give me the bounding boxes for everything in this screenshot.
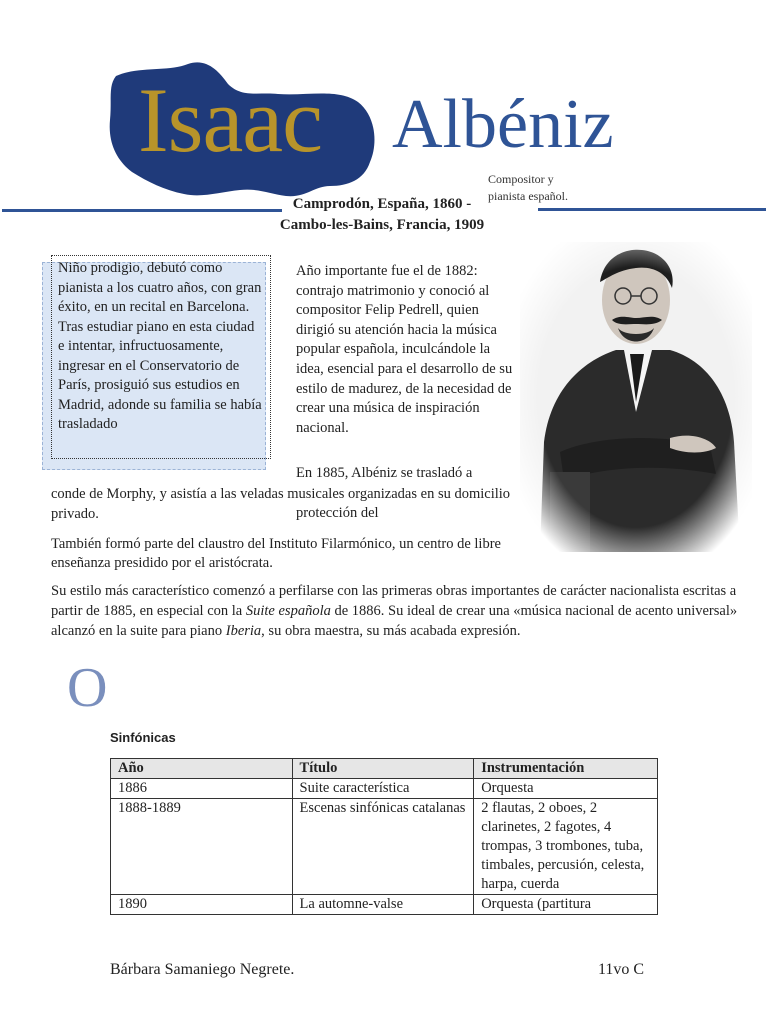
- works-table-title: Sinfónicas: [110, 730, 176, 745]
- title-last-name: Albéniz: [392, 86, 614, 163]
- column-header-instrumentation: Instrumentación: [474, 759, 658, 779]
- paragraph-1882: Año importante fue el de 1882: contrajo matrimonio y conoció al compositor Felip Pedrell, quien dirigió su atención hacia la música popular española, inculcándole la idea, esencial para el desarrollo de su estilo de madurez, de la necesidad de crear una música de inspiración nacional.: [296, 263, 513, 436]
- paragraph-claustro: También formó parte del claustro del Instituto Filarmónico, un centro de libre enseñanza presidido por el aristócrata.: [51, 536, 501, 571]
- paragraph-1885-start: En 1885, Albéniz se trasladó a: [296, 465, 473, 481]
- header-rule-left: [2, 209, 282, 212]
- cell-title: Escenas sinfónicas catalanas: [292, 799, 474, 895]
- footer-class: 11vo C: [598, 961, 645, 978]
- table-row: [111, 799, 658, 895]
- decorative-letter: O: [67, 657, 108, 719]
- estilo-emphasis-suite: Suite española: [245, 603, 331, 619]
- footer-author: Bárbara Samaniego Negrete.: [110, 961, 295, 978]
- birth-info: Camprodón, España, 1860 - Cambo-les-Bains, Francia, 1909: [279, 196, 485, 233]
- cell-instrumentation: Orquesta (partitura: [474, 895, 658, 915]
- table-header-row: [111, 759, 658, 779]
- paragraph-estilo: [51, 581, 741, 641]
- works-table: [110, 758, 658, 915]
- column-header-title: Título: [292, 759, 474, 779]
- cell-instrumentation: Orquesta: [474, 779, 658, 799]
- cell-title: Suite característica: [292, 779, 474, 799]
- column-header-year: Año: [111, 759, 293, 779]
- cell-instrumentation: 2 flautas, 2 oboes, 2 clarinetes, 2 fagotes, 4 trompas, 3 trombones, tuba, timbales, percusión, celesta, harpa, cuerda: [474, 799, 658, 895]
- estilo-text-1: Su estilo más característico comenzó a perfilarse con las primeras obras importantes de carácter nacionalista escritas a partir de 1885, en especial con la: [51, 583, 737, 619]
- cell-year: 1886: [111, 779, 293, 799]
- estilo-emphasis-iberia: Iberia: [225, 623, 262, 639]
- estilo-text-2: de 1886. Su ideal de crear una «música nacional de acento universal» alcanzó en la suite para piano: [51, 603, 738, 639]
- paragraph-1885-wrap: conde de Morphy, y asistía a las veladas musicales organizadas en su domicilio privado.: [51, 486, 511, 522]
- portrait-photo: [520, 242, 752, 552]
- subtitle: Compositor y pianista español.: [488, 172, 568, 203]
- paragraph-1885-overflow: protección del: [296, 505, 379, 521]
- cell-year: 1890: [111, 895, 293, 915]
- cell-title: La automne-valse: [292, 895, 474, 915]
- cell-year: 1888-1889: [111, 799, 293, 895]
- table-row: [111, 779, 658, 799]
- title-first-name: Isaac: [138, 69, 322, 171]
- bio-textbox: Niño prodigio, debutó como pianista a los cuatro años, con gran éxito, en un recital en Barcelona. Tras estudiar piano en esta ciudad e intentar, infructuosamente, ingresar en el Conservatorio de París, prosiguió sus estudios en Madrid, adonde su familia se había trasladado: [51, 255, 271, 459]
- table-row: [111, 895, 658, 915]
- estilo-text-3: , su obra maestra, su más acabada expresión.: [261, 623, 521, 639]
- header-rule-right: [538, 208, 766, 211]
